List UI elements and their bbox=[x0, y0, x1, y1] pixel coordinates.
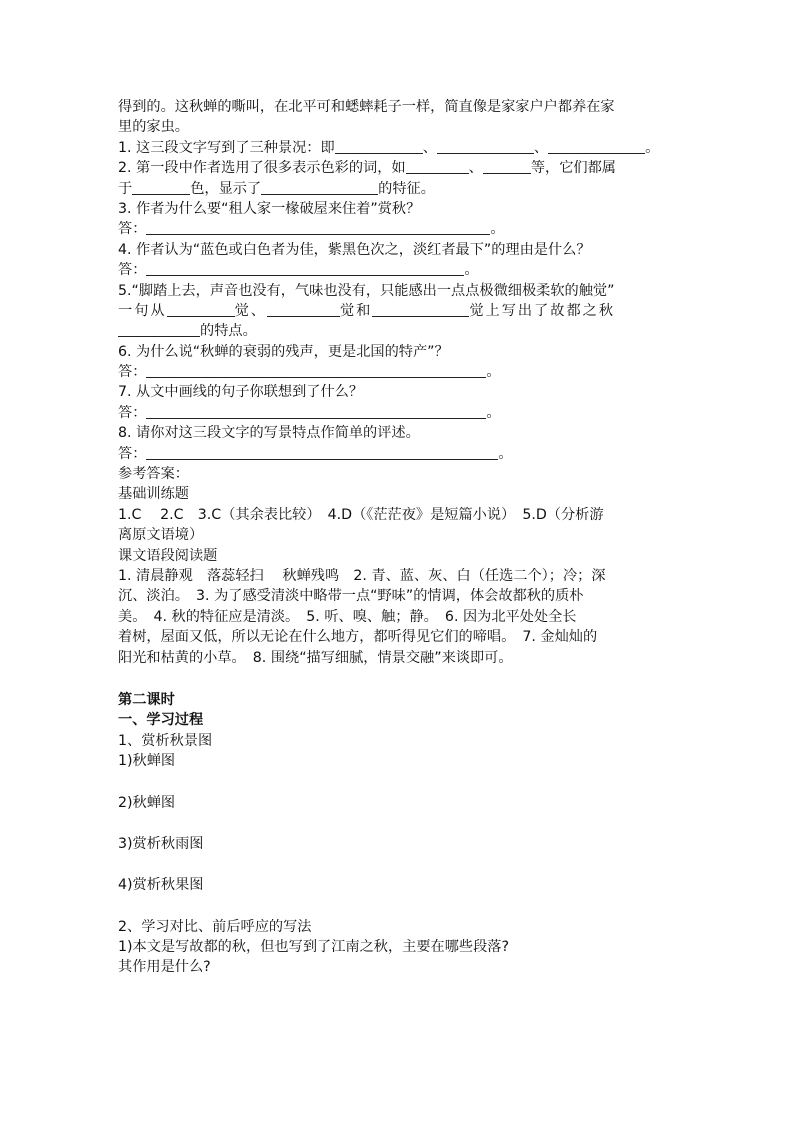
question-3: 3. 作者为什么要“租人家一椽破屋来住着”赏秋？ bbox=[118, 200, 421, 217]
question-5-cont bbox=[118, 321, 684, 341]
question-5-cont bbox=[118, 301, 684, 321]
answer-blank[interactable] bbox=[261, 180, 378, 195]
question-1 bbox=[118, 138, 684, 158]
list-item: 1、赏析秋景图 bbox=[118, 732, 213, 749]
lesson-title: 第二课时 bbox=[118, 691, 175, 708]
answer-blank[interactable] bbox=[132, 180, 190, 195]
separator: 、 bbox=[533, 139, 549, 156]
answer-text: 1. 清晨静观 落蕊轻扫 秋蝉残鸣 2. 青、蓝、灰、白（任选二个）；冷；深 bbox=[118, 567, 606, 584]
answer-blank[interactable] bbox=[372, 302, 469, 317]
answer-line bbox=[118, 219, 684, 239]
answer-label: 答： bbox=[118, 262, 147, 279]
period: 。 bbox=[498, 445, 513, 462]
question-text: 1. 这三段文字写到了三种景况：即 bbox=[118, 139, 335, 156]
spacer bbox=[118, 896, 684, 917]
question-2-cont bbox=[118, 179, 684, 199]
answer-blank[interactable] bbox=[146, 261, 464, 276]
answer-text: 离原文语境） bbox=[118, 527, 204, 544]
list-item: 3)赏析秋雨图 bbox=[118, 835, 204, 852]
answer-label: 答： bbox=[118, 404, 147, 421]
separator: 、 bbox=[422, 139, 437, 156]
spacer bbox=[118, 813, 684, 834]
answer-text: 阳光和枯黄的小草。 8. 围绕“描写细腻，情景交融”来谈即可。 bbox=[118, 649, 513, 666]
question-text: 于 bbox=[118, 180, 133, 197]
question-4: 4. 作者认为“蓝色或白色者为佳，紫黑色次之，淡红者最下”的理由是什么？ bbox=[118, 241, 591, 258]
answers-heading: 参考答案： bbox=[118, 466, 189, 483]
question-text: 一句从 bbox=[118, 302, 167, 319]
question-text: 的特征。 bbox=[378, 180, 435, 197]
question-text: 觉、 bbox=[234, 302, 267, 319]
question-text: 的特点。 bbox=[200, 323, 257, 340]
question-text: 觉上写出了故都之秋 bbox=[469, 302, 616, 319]
period: 。 bbox=[486, 404, 501, 421]
answer-text: 沉、淡泊。 3. 为了感受清淡中略带一点“野味”的情调，体会故都秋的质朴 bbox=[118, 588, 584, 605]
answer-line bbox=[118, 260, 684, 280]
list-item: 其作用是什么? bbox=[118, 959, 211, 976]
answer-label: 答： bbox=[118, 364, 147, 381]
answer-label: 答： bbox=[118, 221, 147, 238]
question-7: 7. 从文中画线的句子你联想到了什么？ bbox=[118, 384, 364, 401]
question-5: 5.“脚踏上去，声音也没有，气味也没有，只能感出一点点极微细极柔软的触觉” bbox=[118, 282, 615, 299]
answer-line bbox=[118, 362, 684, 382]
question-text: 2. 第一段中作者选用了很多表示色彩的词，如 bbox=[118, 160, 406, 177]
list-item: 1)秋蝉图 bbox=[118, 753, 176, 770]
passage-line: 里的家虫。 bbox=[118, 119, 189, 136]
answer-blank[interactable] bbox=[335, 139, 423, 154]
answer-text: 着树，屋面又低，所以无论在什么地方，都听得见它们的啼唱。 7. 金灿灿的 bbox=[118, 629, 598, 646]
question-6: 6. 为什么说“秋蝉的衰弱的残声，更是北国的特产”？ bbox=[118, 343, 449, 360]
question-text: 觉和 bbox=[339, 302, 373, 319]
answer-label: 答： bbox=[118, 445, 147, 462]
period: 。 bbox=[645, 139, 660, 156]
question-text: 色，显示了 bbox=[190, 180, 262, 197]
answer-text: 1.C 2.C 3.C（其余表比较） 4.D（《茫茫夜》是短篇小说） 5.D（分析游 bbox=[118, 506, 604, 523]
list-item: 1)本文是写故都的秋，但也写到了江南之秋，主要在哪些段落? bbox=[118, 939, 509, 956]
answer-blank[interactable] bbox=[146, 220, 490, 235]
answer-blank[interactable] bbox=[118, 322, 200, 337]
answer-line bbox=[118, 444, 684, 464]
answer-line bbox=[118, 403, 684, 423]
answer-blank[interactable] bbox=[483, 159, 531, 174]
list-item: 4)赏析秋果图 bbox=[118, 877, 204, 894]
list-item: 2、学习对比、前后呼应的写法 bbox=[118, 918, 312, 935]
reading-heading: 课文语段阅读题 bbox=[118, 547, 218, 564]
answer-blank[interactable] bbox=[437, 139, 534, 154]
answer-blank[interactable] bbox=[146, 445, 498, 460]
spacer bbox=[118, 668, 684, 690]
question-2 bbox=[118, 158, 684, 178]
answer-blank[interactable] bbox=[146, 363, 486, 378]
passage-line: 得到的。这秋蝉的嘶叫，在北平可和蟋蟀耗子一样，简直像是家家户户都养在家 bbox=[118, 99, 615, 115]
answer-text: 美。 4. 秋的特征应是清淡。 5. 听、嗅、触；静。 6. 因为北平处处全长 bbox=[118, 608, 577, 625]
question-8: 8. 请你对这三段文字的写景特点作简单的评述。 bbox=[118, 425, 420, 442]
period: 。 bbox=[490, 221, 505, 238]
basic-heading: 基础训练题 bbox=[118, 486, 189, 503]
answer-blank[interactable] bbox=[406, 159, 469, 174]
answer-blank[interactable] bbox=[267, 302, 340, 317]
spacer bbox=[118, 772, 684, 793]
period: 。 bbox=[486, 364, 501, 381]
list-item: 2)秋蝉图 bbox=[118, 794, 176, 811]
period: 。 bbox=[464, 262, 479, 279]
answer-blank[interactable] bbox=[167, 302, 235, 317]
section-heading: 一、学习过程 bbox=[118, 712, 204, 729]
question-text: 等，它们都属 bbox=[530, 160, 616, 177]
answer-blank[interactable] bbox=[146, 404, 486, 419]
document-page bbox=[118, 97, 684, 978]
separator: 、 bbox=[468, 160, 483, 177]
answer-blank[interactable] bbox=[548, 139, 645, 154]
spacer bbox=[118, 854, 684, 875]
